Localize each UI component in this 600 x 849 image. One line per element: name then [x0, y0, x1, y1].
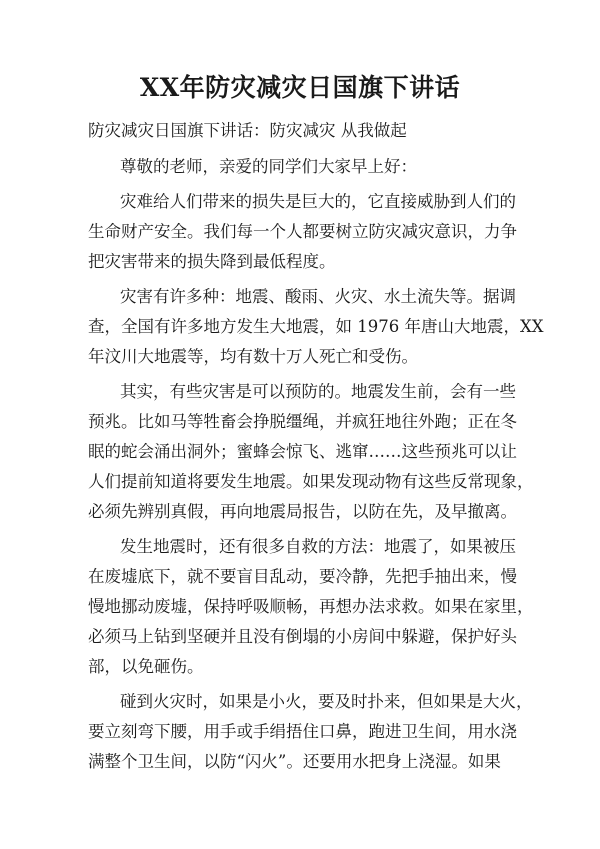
paragraph-line: 把灾害带来的损失降到最低程度。: [88, 252, 336, 271]
paragraph-line: 满整个卫生间，以防“闪火”。还要用水把身上浇湿。如果: [88, 752, 501, 771]
paragraph-line: 年汶川大地震等，均有数十万人死亡和受伤。: [88, 347, 418, 366]
paragraph-line: 在废墟底下，就不要盲目乱动，要冷静，先把手抽出来，慢: [88, 567, 517, 586]
paragraph-line: 必须先辨别真假，再向地震局报告，以防在先，及早撤离。: [88, 502, 517, 521]
paragraph-line: 慢地挪动废墟，保持呼吸顺畅，再想办法求救。如果在家里，: [88, 597, 534, 616]
paragraph-line: 发生地震时，还有很多自救的方法：地震了，如果被压: [120, 537, 516, 556]
paragraph-line: 预兆。比如马等牲畜会挣脱缰绳，并疯狂地往外跑；正在冬: [88, 412, 517, 431]
paragraph-line: 灾害有许多种：地震、酸雨、火灾、水土流失等。据调: [120, 287, 516, 306]
paragraph-line: 其实，有些灾害是可以预防的。地震发生前，会有一些: [120, 382, 516, 401]
paragraph-line: 灾难给人们带来的损失是巨大的，它直接威胁到人们的: [120, 192, 516, 211]
greeting-line: 尊敬的老师，亲爱的同学们大家早上好：: [120, 157, 417, 176]
paragraph-line: 生命财产安全。我们每一个人都要树立防灾减灾意识，力争: [88, 222, 517, 241]
paragraph-line: 部，以免砸伤。: [88, 657, 204, 676]
paragraph-line: 人们提前知道将要发生地震。如果发现动物有这些反常现象，: [88, 472, 534, 491]
paragraph-line: 要立刻弯下腰，用手或手绢捂住口鼻，跑进卫生间，用水浇: [88, 722, 517, 741]
paragraph-line: 碰到火灾时，如果是小火，要及时扑来，但如果是大火，: [120, 692, 533, 711]
paragraph-line: 必须马上钻到坚硬并且没有倒塌的小房间中躲避，保护好头: [88, 627, 517, 646]
document-subtitle: 防灾减灾日国旗下讲话：防灾减灾 从我做起: [88, 121, 407, 140]
paragraph-line: 眠的蛇会涌出洞外；蜜蜂会惊飞、逃窜……这些预兆可以让: [88, 442, 517, 461]
paragraph-line: 查，全国有许多地方发生大地震，如 1976 年唐山大地震，XX: [88, 317, 544, 336]
document-title: XX年防灾减灾日国旗下讲话: [139, 73, 461, 102]
